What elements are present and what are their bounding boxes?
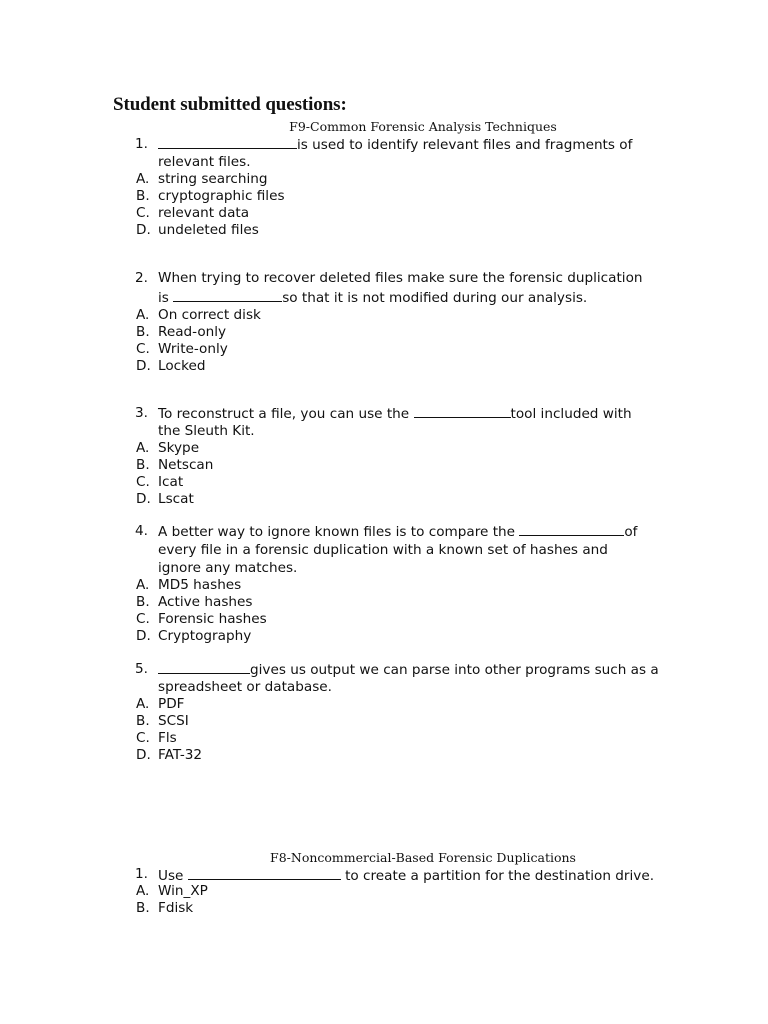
question-5: [0, 660, 768, 764]
option-text: PDF: [158, 696, 185, 712]
question-text: Use to create a partition for the destination drive.: [158, 868, 655, 884]
option-d: [0, 628, 768, 645]
question-2: [0, 269, 768, 375]
option-letter: A.: [136, 696, 150, 712]
question-3: [0, 404, 768, 508]
option-text: Fdisk: [158, 900, 194, 916]
option-text: string searching: [158, 171, 268, 187]
question-line: [0, 866, 768, 883]
option-letter: A.: [136, 577, 150, 593]
option-text: Locked: [158, 358, 206, 374]
option-letter: A.: [136, 440, 150, 456]
option-text: Lscat: [158, 491, 194, 507]
answer-blank: [158, 660, 250, 674]
question-number: 4.: [135, 523, 148, 539]
option-text: Write-only: [158, 341, 228, 357]
answer-blank: [519, 522, 624, 536]
option-a: [0, 696, 768, 713]
option-letter: D.: [136, 222, 151, 238]
option-b: [0, 188, 768, 205]
option-letter: C.: [136, 341, 150, 357]
option-b: [0, 324, 768, 341]
section-title-f9: F9-Common Forensic Analysis Techniques: [289, 119, 557, 134]
option-a: [0, 171, 768, 188]
option-letter: B.: [136, 324, 150, 340]
question-number: 1.: [135, 866, 148, 882]
question-text: every file in a forensic duplication with a known set of hashes and: [158, 542, 608, 558]
option-d: [0, 358, 768, 375]
question-line: [0, 404, 768, 423]
option-text: On correct disk: [158, 307, 261, 323]
option-letter: C.: [136, 474, 150, 490]
option-b: [0, 457, 768, 474]
question-text: is used to identify relevant files and fragments of: [158, 135, 632, 155]
question-number: 3.: [135, 405, 148, 421]
question-line: [0, 541, 768, 560]
option-c: [0, 341, 768, 358]
option-letter: D.: [136, 628, 151, 644]
option-letter: B.: [136, 457, 150, 473]
question-line: [0, 423, 768, 440]
option-text: relevant data: [158, 205, 250, 221]
section-title-f8: F8-Noncommercial-Based Forensic Duplications: [270, 850, 576, 865]
option-c: [0, 730, 768, 747]
question-number: 5.: [135, 661, 148, 677]
option-a: [0, 307, 768, 324]
option-letter: B.: [136, 713, 150, 729]
option-d: [0, 222, 768, 239]
option-c: [0, 611, 768, 628]
option-text: undeleted files: [158, 222, 259, 238]
option-a: [0, 883, 768, 900]
question-text: relevant files.: [158, 154, 251, 170]
question-line: [0, 560, 768, 577]
question-text: gives us output we can parse into other programs such as a: [158, 660, 659, 680]
question-number: 2.: [135, 270, 148, 286]
option-text: Active hashes: [158, 594, 253, 610]
option-a: [0, 577, 768, 594]
option-text: MD5 hashes: [158, 577, 242, 593]
option-b: [0, 594, 768, 611]
option-b: [0, 713, 768, 730]
option-letter: B.: [136, 188, 150, 204]
option-text: cryptographic files: [158, 188, 285, 204]
question-text: the Sleuth Kit.: [158, 423, 255, 439]
option-c: [0, 474, 768, 491]
option-text: Win_XP: [158, 883, 208, 899]
option-letter: C.: [136, 611, 150, 627]
option-text: Read-only: [158, 324, 227, 340]
question-text: ignore any matches.: [158, 560, 298, 576]
option-letter: D.: [136, 747, 151, 763]
option-d: [0, 747, 768, 764]
answer-blank: [173, 288, 282, 302]
question-4: [0, 522, 768, 645]
option-text: SCSI: [158, 713, 189, 729]
question-1: [0, 135, 768, 239]
answer-blank: [188, 866, 341, 880]
question-text: is so that it is not modified during our analysis.: [158, 290, 588, 306]
option-b: [0, 900, 768, 917]
question-text: To reconstruct a file, you can use the tool included with: [158, 406, 632, 422]
question-line: [0, 269, 768, 288]
option-a: [0, 440, 768, 457]
option-text: FAT-32: [158, 747, 203, 763]
option-letter: A.: [136, 171, 150, 187]
option-letter: C.: [136, 205, 150, 221]
question-f8-1: [0, 866, 768, 917]
option-letter: B.: [136, 594, 150, 610]
question-text: When trying to recover deleted files make sure the forensic duplication: [158, 270, 643, 286]
answer-blank: [158, 135, 297, 149]
option-text: Netscan: [158, 457, 214, 473]
question-line: [0, 660, 768, 679]
option-text: Cryptography: [158, 628, 252, 644]
question-line: [0, 288, 768, 307]
option-letter: D.: [136, 358, 151, 374]
question-line: [0, 522, 768, 541]
option-letter: B.: [136, 900, 150, 916]
option-letter: D.: [136, 491, 151, 507]
option-letter: C.: [136, 730, 150, 746]
option-text: Fls: [158, 730, 177, 746]
option-text: Icat: [158, 474, 184, 490]
question-text: A better way to ignore known files is to compare the of: [158, 524, 638, 540]
option-letter: A.: [136, 883, 150, 899]
answer-blank: [414, 404, 511, 418]
question-number: 1.: [135, 136, 148, 152]
option-text: Forensic hashes: [158, 611, 267, 627]
question-text: spreadsheet or database.: [158, 679, 332, 695]
question-line: [0, 135, 768, 154]
option-d: [0, 491, 768, 508]
question-line: [0, 679, 768, 696]
option-text: Skype: [158, 440, 200, 456]
option-c: [0, 205, 768, 222]
page-heading: Student submitted questions:: [113, 94, 347, 115]
question-line: [0, 154, 768, 171]
option-letter: A.: [136, 307, 150, 323]
